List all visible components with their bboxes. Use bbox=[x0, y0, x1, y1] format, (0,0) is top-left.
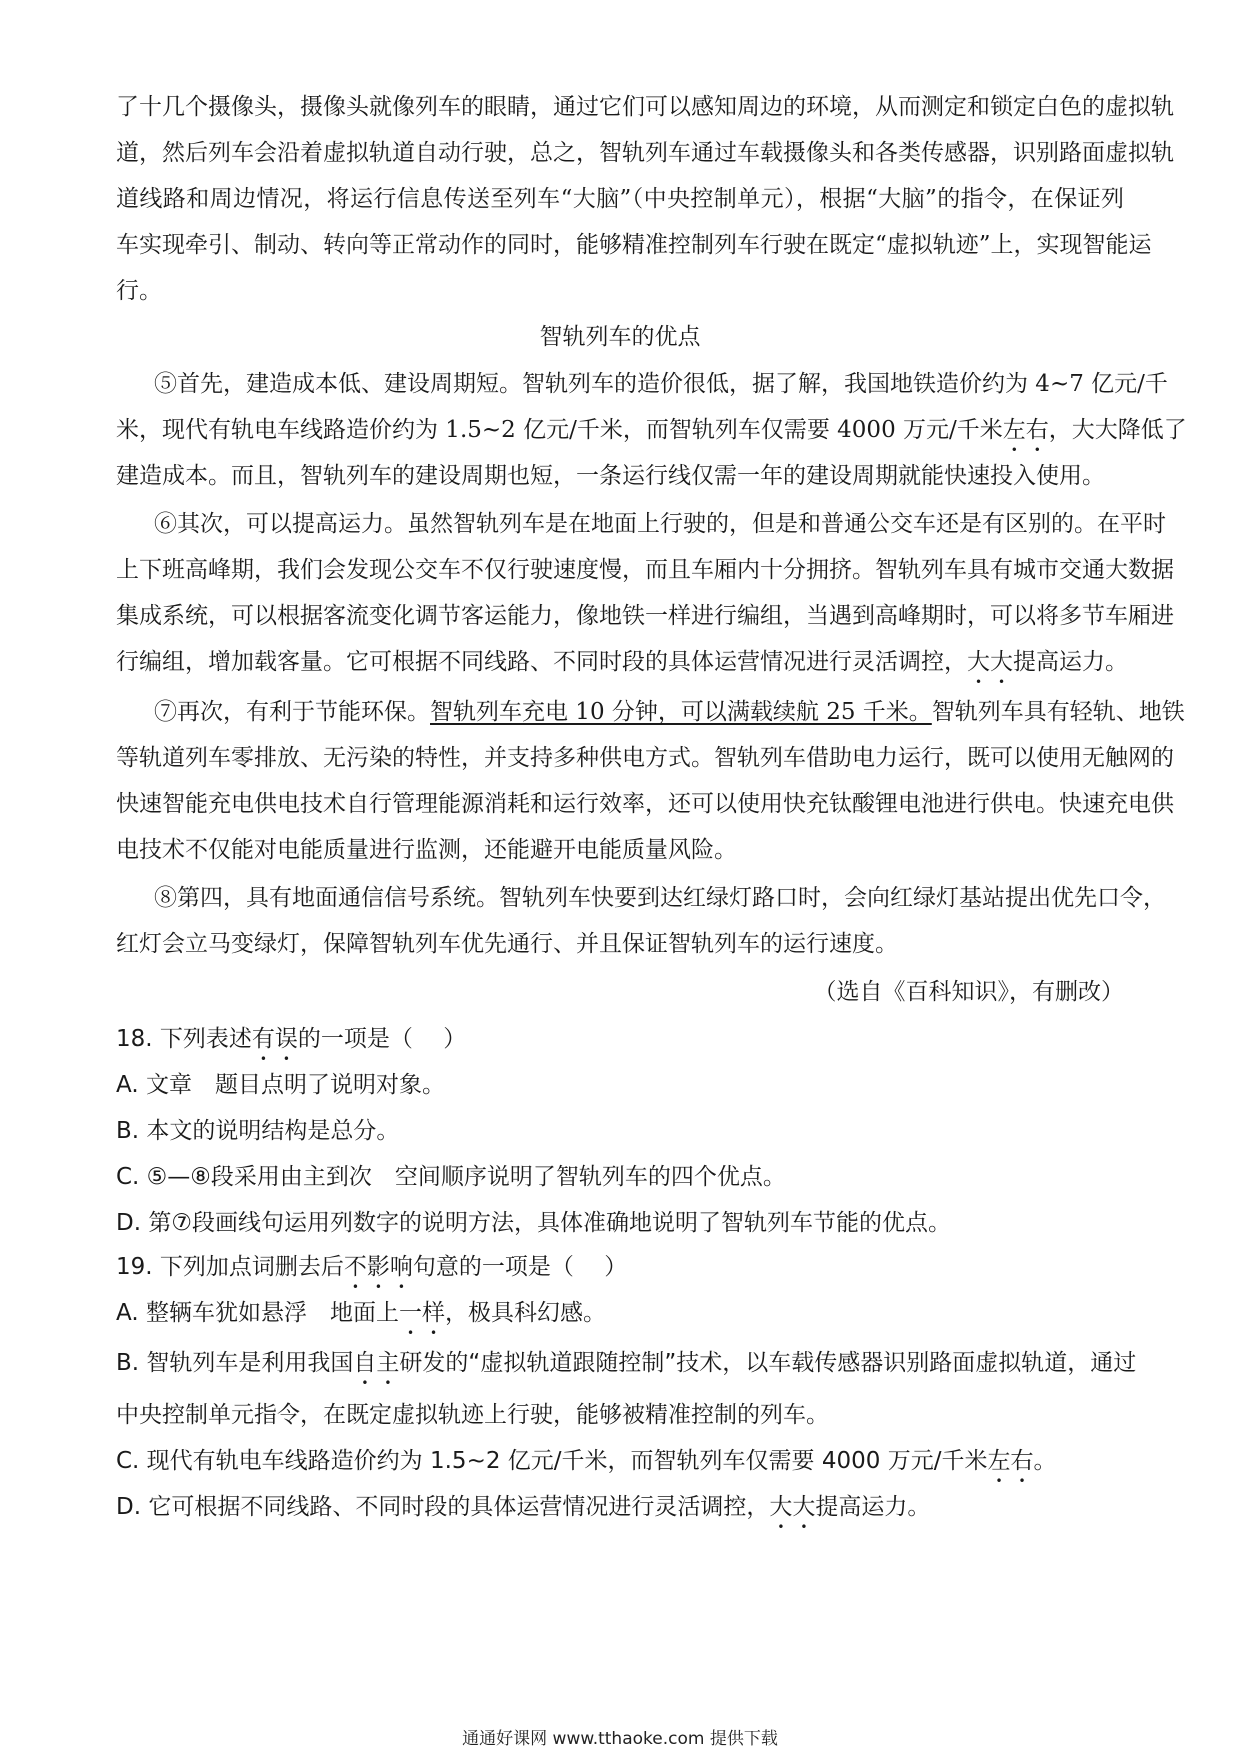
question-19-option-d bbox=[116, 1492, 1124, 1534]
intro-line-1: 了十几个摄像头，摄像头就像列车的眼睛，通过它们可以感知周边的环境，从而测定和锁定白色的虚拟轨 bbox=[116, 94, 1174, 120]
text-segment: 智轨列车具有轻轨、地铁 bbox=[931, 699, 1185, 725]
source-citation: （选自《百科知识》，有删改） bbox=[813, 979, 1124, 1005]
footer-download-note: 通通好课网 www.tthaoke.com 提供下载 bbox=[462, 1729, 778, 1749]
text-segment: 行编组，增加载客量。它可根据不同线路、不同时段的具体运营情况进行灵活调控， bbox=[116, 649, 967, 675]
underlined-sentence: 智轨列车充电 10 分钟，可以满载续航 25 千米。 bbox=[430, 699, 932, 725]
p7-line-3: 快速智能充电供电技术自行管理能源消耗和运行效率，还可以使用快充钛酸锂电池进行供电。快速充电供 bbox=[116, 791, 1174, 817]
emphasized-word: 大大 bbox=[769, 1494, 816, 1520]
p8-line-2: 红灯会立马变绿灯，保障智轨列车优先通行、并且保证智轨列车的运行速度。 bbox=[116, 931, 898, 957]
intro-line-4: 车实现牵引、制动、转向等正常动作的同时，能够精准控制列车行驶在既定“虚拟轨迹”上，实现智能运 bbox=[116, 232, 1152, 258]
p6-line-2: 上下班高峰期，我们会发现公交车不仅行驶速度慢，而且车厢内十分拥挤。智轨列车具有城市交通大数据 bbox=[116, 557, 1174, 583]
text-segment: A. 整辆车犹如悬浮 地面上 bbox=[116, 1300, 399, 1326]
text-segment: 18. 下列表述 bbox=[116, 1026, 252, 1052]
intro-line-5: 行。 bbox=[116, 278, 162, 304]
text-segment: B. 智轨列车是利用我国 bbox=[116, 1350, 354, 1376]
question-19-option-b bbox=[116, 1348, 1137, 1390]
text-segment: 提高运力。 bbox=[815, 1494, 931, 1520]
question-19-option-b-cont: 中央控制单元指令，在既定虚拟轨迹上行驶，能够被精准控制的列车。 bbox=[116, 1402, 829, 1428]
question-18-option-c: C. ⑤—⑧段采用由主到次 空间顺序说明了智轨列车的四个优点。 bbox=[116, 1164, 786, 1190]
emphasized-word: 一样 bbox=[398, 1300, 445, 1326]
text-segment: 研发的“虚拟轨道跟随控制”技术，以车载传感器识别路面虚拟轨道，通过 bbox=[399, 1350, 1137, 1376]
section-subheading: 智轨列车的优点 bbox=[539, 324, 701, 350]
question-18-option-b: B. 本文的说明结构是总分。 bbox=[116, 1118, 400, 1144]
question-18-option-a: A. 文章 题目点明了说明对象。 bbox=[116, 1072, 445, 1098]
question-19-stem bbox=[116, 1252, 1124, 1294]
p5-line-1: ⑤首先，建造成本低、建设周期短。智轨列车的造价很低，据了解，我国地铁造价约为 4~7 亿元/千 bbox=[154, 371, 1168, 397]
intro-line-2: 道，然后列车会沿着虚拟轨道自动行驶，总之，智轨列车通过车载摄像头和各类传感器，识别路面虚拟轨 bbox=[116, 140, 1174, 166]
p5-line-3: 建造成本。而且，智轨列车的建设周期也短，一条运行线仅需一年的建设周期就能快速投入使用。 bbox=[116, 463, 1105, 489]
emphasized-word: 自主 bbox=[353, 1350, 400, 1376]
text-segment: ，大大降低了 bbox=[1048, 417, 1187, 443]
p6-line-4 bbox=[116, 647, 1128, 689]
text-segment: 米，现代有轨电车线路造价约为 1.5~2 亿元/千米，而智轨列车仅需要 4000 万元/千米 bbox=[116, 417, 1003, 443]
text-segment: 句意的一项是（ ） bbox=[412, 1254, 628, 1280]
p7-line-2: 等轨道列车零排放、无污染的特性，并支持多种供电方式。智轨列车借助电力运行，既可以使用无触网的 bbox=[116, 745, 1174, 771]
p7-line-4: 电技术不仅能对电能质量进行监测，还能避开电能质量风险。 bbox=[116, 837, 737, 863]
intro-line-3: 道线路和周边情况，将运行信息传送至列车“大脑”（中央控制单元），根据“大脑”的指令，在保证列 bbox=[116, 186, 1124, 212]
p5-line-2 bbox=[116, 415, 1187, 457]
p8-line-1: ⑧第四，具有地面通信信号系统。智轨列车快要到达红绿灯路口时，会向红绿灯基站提出优先口令， bbox=[154, 885, 1166, 911]
question-19-option-c bbox=[116, 1446, 1124, 1488]
text-segment: D. 它可根据不同线路、不同时段的具体运营情况进行灵活调控， bbox=[116, 1494, 770, 1520]
emphasized-word: 大大 bbox=[967, 649, 1013, 675]
text-segment: 提高运力。 bbox=[1013, 649, 1128, 675]
text-segment: C. 现代有轨电车线路造价约为 1.5~2 亿元/千米，而智轨列车仅需要 4000 万元/千米 bbox=[116, 1448, 988, 1474]
emphasized-word: 有误 bbox=[251, 1026, 298, 1052]
emphasized-word: 不影响 bbox=[343, 1254, 413, 1280]
question-18-stem bbox=[116, 1024, 1124, 1066]
text-segment: 。 bbox=[1033, 1448, 1057, 1474]
text-segment: ⑦再次，有利于节能环保。 bbox=[154, 699, 430, 725]
p6-line-3: 集成系统，可以根据客流变化调节客运能力，像地铁一样进行编组，当遇到高峰期时，可以将多节车厢进 bbox=[116, 603, 1174, 629]
emphasized-word: 左右 bbox=[987, 1448, 1034, 1474]
p7-line-1 bbox=[116, 697, 1185, 727]
question-18-option-d: D. 第⑦段画线句运用列数字的说明方法，具体准确地说明了智轨列车节能的优点。 bbox=[116, 1210, 951, 1236]
p6-line-1: ⑥其次，可以提高运力。虽然智轨列车是在地面上行驶的，但是和普通公交车还是有区别的。在平时 bbox=[154, 511, 1166, 537]
text-segment: ，极具科幻感。 bbox=[444, 1300, 606, 1326]
text-segment: 的一项是（ ） bbox=[297, 1026, 467, 1052]
text-segment: 19. 下列加点词删去后 bbox=[116, 1254, 344, 1280]
question-19-option-a bbox=[116, 1298, 1124, 1340]
emphasized-word: 左右 bbox=[1002, 417, 1049, 443]
